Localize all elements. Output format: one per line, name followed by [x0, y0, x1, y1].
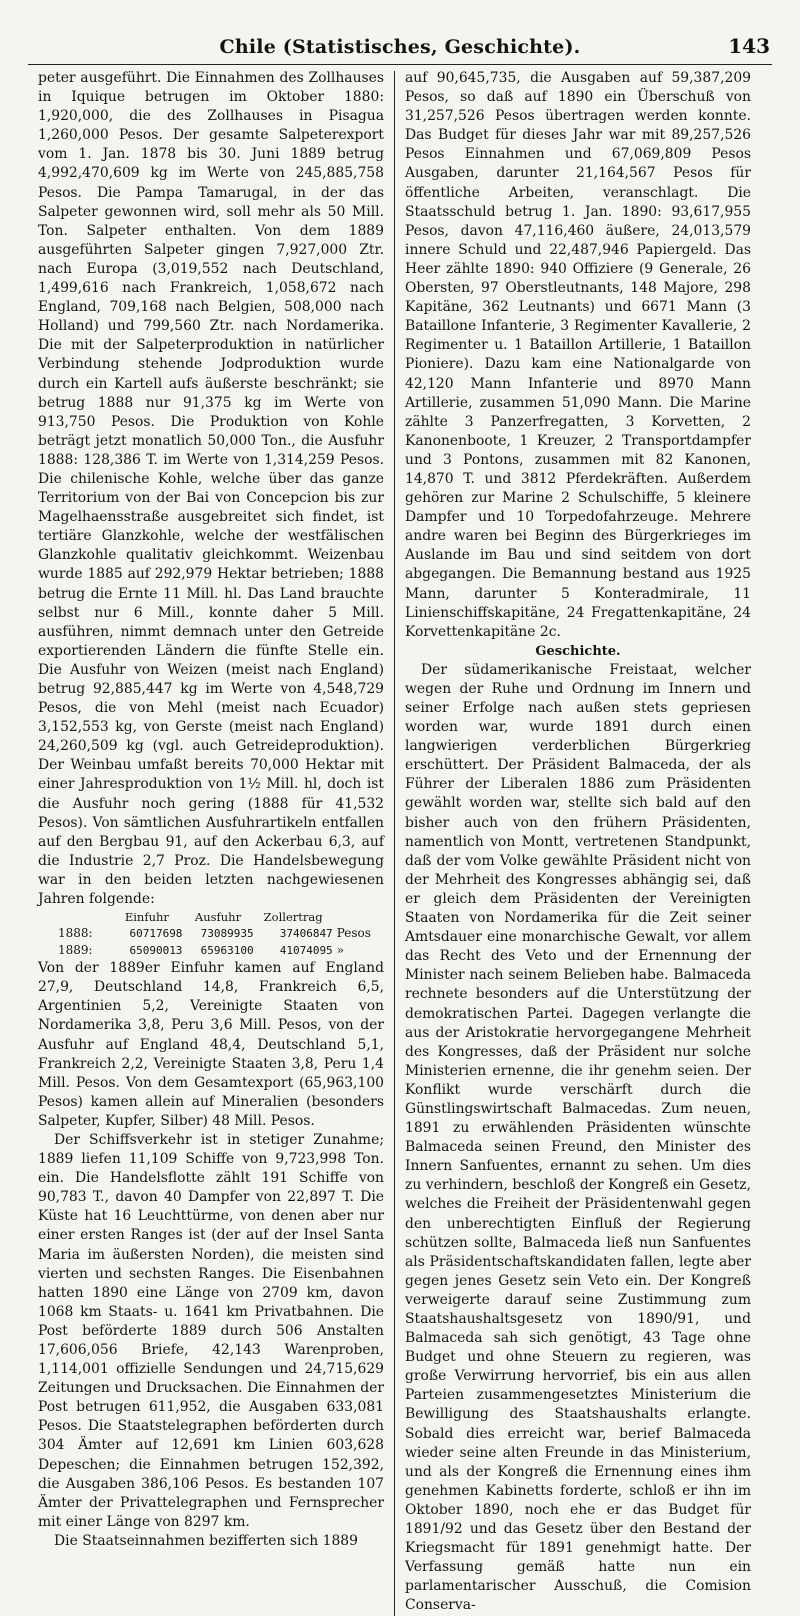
- page-number: 143: [728, 34, 770, 58]
- left-column: [28, 69, 394, 1616]
- right-column: [395, 69, 761, 1616]
- table-corner: [38, 909, 111, 925]
- table-cell-year: 1889:: [58, 943, 93, 958]
- running-head: Chile (Statistisches, Geschichte).: [219, 36, 581, 58]
- table-row: [38, 942, 384, 959]
- section-heading: Geschichte.: [535, 643, 621, 659]
- table-header-zollertrag: Zollertrag: [263, 910, 323, 925]
- table-cell-unit: Pesos: [336, 926, 371, 941]
- table-header-ausfuhr: Ausfuhr: [194, 910, 242, 925]
- table-cell-zollertrag: 41074095: [279, 944, 333, 958]
- table-cell-zollertrag: 37406847: [279, 927, 333, 941]
- paragraph: Von der 1889er Einfuhr kamen auf England 27,9, Deutschland 14,8, Frankreich 6,5, Argentinien 5,2, Vereinigte Staaten von Nordamerika 3,8, Peru 3,6 Mill. Pesos, von der Ausfuhr auf England 48,4, Deutschland 5,1, Frankreich 2,2, Vereinigte Staaten 3,8, Peru 1,4 Mill. Pesos. Von dem Gesamtexport (65,963,100 Pesos) kamen allein auf Mineralien (besonders Salpeter, Kupfer, Silber) 48 Mill. Pesos.: [38, 960, 384, 1129]
- table-cell-ausfuhr: 65963100: [200, 944, 254, 958]
- paragraph: Der südamerikanische Freistaat, welcher wegen der Ruhe und Ordnung im Innern und seiner Erfolge nach außen stets gepriesen worden war, wurde 1891 durch einen langwierigen verderblichen Bürgerkrieg erschüttert. Der Präsident Balmaceda, der als Führer der Liberalen 1886 zum Präsidenten gewählt worden war, stellte sich bald auf den bisher auch von den frühern Präsidenten, namentlich von Montt, vertretenen Standpunkt, daß der vom Volke gewählte Präsident nicht von der Mehrheit des Kongresses abhängig sei, daß er gleich dem Präsidenten der Vereinigten Staaten von Nordamerika für die Zeit seiner Amtsdauer eine monarchische Gewalt, vor allem das Recht des Veto und der Ernennung der Minister nach seinem Belieben habe. Balmaceda rechnete besonders auf die Unterstützung der demokratischen Partei. Dagegen verlangte die aus der Aristokratie hervorgegangene Mehrheit des Kongresses, daß der Präsident nur solche Ministerien ernenne, die ihr genehm seien. Der Konflikt wurde verschärft durch die Günstlingswirtschaft Balmacedas. Zum neuen, 1891 zu erwählenden Präsidenten wünschte Balmaceda seinen Freund, den Minister des Innern Sanfuentes, ernannt zu sehen. Um dies zu verhindern, beschloß der Kongreß ein Gesetz, welches die Freiheit der Präsidentenwahl gegen den unberechtigten Einfluß der Regierung schützen sollte, Balmaceda ließ nun Sanfuentes als Präsidentschaftskandidaten fallen, legte aber gegen jenes Gesetz sein Veto ein. Der Kongreß verweigerte darauf seine Zustimmung zum Staatshaushaltsgesetz von 1890/91, und Balmaceda sah sich genötigt, 43 Tage ohne Budget und ohne Steuern zu regieren, was große Verwirrung hervorrief, bis ein aus allen Parteien zusammengesetztes Ministerium die Bewilligung des Staatshaushalts erlangte. Sobald dies erreicht war, berief Balmaceda wieder seine alten Freunde in das Ministerium, und als der Kongreß die Ernennung eines ihm genehmen Kabinetts forderte, schloß er ihn im Oktober 1890, noch ehe er das Budget für 1891/92 und das Gesetz über den Bestand der Kriegsmacht für 1891 genehmigt hatte. Der Verfassung gemäß hatte nun ein parlamentarischer Ausschuß, die Comision Conserva-: [405, 661, 751, 1614]
- table-cell-unit: »: [336, 943, 345, 958]
- paragraph: Die Staatseinnahmen bezifferten sich 1889: [54, 1532, 358, 1549]
- trade-table: [38, 909, 384, 959]
- paragraph: auf 90,645,735, die Ausgaben auf 59,387,209 Pesos, so daß auf 1890 ein Überschuß von 31,257,526 Pesos übertragen werden konnte. Das Budget für dieses Jahr war mit 89,257,526 Pesos Einnahmen und 67,069,809 Pesos Ausgaben, darunter 21,164,567 Pesos für öffentliche Arbeiten, veranschlagt. Die Staatsschuld betrug 1. Jan. 1890: 93,617,955 Pesos, davon 47,116,460 äußere, 24,013,579 innere Schuld und 22,487,946 Papiergeld. Das Heer zählte 1890: 940 Offiziere (9 Generale, 26 Obersten, 97 Oberstleutnants, 148 Majore, 298 Kapitäne, 362 Leutnants) und 6671 Mann (3 Bataillone Infanterie, 3 Regimenter Kavallerie, 2 Regimenter u. 1 Bataillon Artillerie, 1 Bataillon Pioniere). Dazu kam eine Nationalgarde von 42,120 Mann Infanterie und 8970 Mann Artillerie, zusammen 51,090 Mann. Die Marine zählte 3 Panzerfregatten, 3 Korvetten, 2 Kanonenboote, 1 Kreuzer, 2 Transportdampfer und 3 Pontons, zusammen mit 82 Kanonen, 14,870 T. und 3812 Pferdekräften. Außerdem gehören zur Marine 2 Schulschiffe, 5 kleinere Dampfer und 10 Torpedofahrzeuge. Mehrere andre waren bei Beginn des Bürgerkrieges im Auslande im Bau und sind seitdem von dort abgegangen. Die Bemannung bestand aus 1925 Mann, darunter 5 Konteradmirale, 11 Linienschiffskapitäne, 24 Fregattenkapitäne, 24 Korvettenkapitäne 2c.: [405, 70, 751, 640]
- text-columns: [28, 69, 772, 1616]
- table-cell-year: 1888:: [58, 926, 93, 941]
- table-header-einfuhr: Einfuhr: [124, 910, 169, 925]
- paragraph: Der Schiffsverkehr ist in stetiger Zunahme; 1889 liefen 11,109 Schiffe von 9,723,998 Ton. ein. Die Handelsflotte zählt 191 Schiffe von 90,783 T., davon 40 Dampfer von 22,897 T. Die Küste hat 16 Leuchttürme, von denen aber nur einer ersten Ranges ist (der auf der Insel Santa Maria im äußersten Norden), die meisten sind vierten und sechsten Ranges. Die Eisenbahnen hatten 1890 eine Länge von 2709 km, davon 1068 km Staats- u. 1641 km Privatbahnen. Die Post beförderte 1889 durch 506 Anstalten 17,606,056 Briefe, 42,143 Warenproben, 1,114,001 offizielle Sendungen und 24,715,629 Zeitungen und Drucksachen. Die Einnahmen der Post betrugen 611,952, die Ausgaben 633,081 Pesos. Die Staatstelegraphen beförderten durch 304 Ämter auf 12,691 km Linien 603,628 Depeschen; die Einnahmen betrugen 152,392, die Ausgaben 386,106 Pesos. Es bestanden 107 Ämter der Privattelegraphen und Fernsprecher mit einer Länge von 8297 km.: [38, 1131, 384, 1530]
- table-cell-einfuhr: 60717698: [129, 927, 183, 941]
- table-cell-ausfuhr: 73089935: [200, 927, 254, 941]
- table-cell-einfuhr: 65090013: [129, 944, 183, 958]
- page-header: [28, 30, 772, 65]
- paragraph: peter ausgeführt. Die Einnahmen des Zollhauses in Iquique betrugen im Oktober 1880: 1,920,000, die des Zollhauses in Pisagua 1,260,000 Pesos. Der gesamte Salpeterexport vom 1. Jan. 1878 bis 30. Juni 1889 betrug 4,992,470,609 kg im Werte von 245,885,758 Pesos. Die Pampa Tamarugal, in der das Salpeter gewonnen wird, soll mehr als 50 Mill. Ton. Salpeter enthalten. Von dem 1889 ausgeführten Salpeter gingen 7,927,000 Ztr. nach Europa (3,019,552 nach Deutschland, 1,499,616 nach Frankreich, 1,058,672 nach England, 709,168 nach Belgien, 508,000 nach Holland) und 799,560 Ztr. nach Nordamerika. Die mit der Salpeterproduktion in natürlicher Verbindung stehende Jodproduktion wurde durch ein Kartell aufs äußerste beschränkt; sie betrug 1888 nur 91,375 kg im Werte von 913,750 Pesos. Die Produktion von Kohle beträgt jetzt monatlich 50,000 Ton., die Ausfuhr 1888: 128,386 T. im Werte von 1,314,259 Pesos. Die chilenische Kohle, welche über das ganze Territorium von der Bai von Concepcion bis zur Magelhaensstraße ausgebreitet sich findet, ist tertiäre Glanzkohle, welche der westfälischen Glanzkohle qualitativ gleichkommt. Weizenbau wurde 1885 auf 292,979 Hektar betrieben; 1888 betrug die Ernte 11 Mill. hl. Das Land brauchte selbst nur 6 Mill., konnte daher 5 Mill. ausführen, nimmt demnach unter den Getreide exportierenden Ländern die fünfte Stelle ein. Die Ausfuhr von Weizen (meist nach England) betrug 92,885,447 kg im Werte von 4,548,729 Pesos, die von Mehl (meist nach Ecuador) 3,152,553 kg, von Gerste (meist nach England) 24,260,509 kg (vgl. auch Getreideproduktion). Der Weinbau umfaßt bereits 70,000 Hektar mit einer Jahresproduktion von 1½ Mill. hl, doch ist die Ausfuhr noch gering (1888 für 41,532 Pesos). Von sämtlichen Ausfuhrartikeln entfallen auf den Bergbau 91, auf den Ackerbau 6,3, auf die Industrie 2,7 Proz. Die Handelsbewegung war in den beiden letzten nachgewiesenen Jahren folgende:: [38, 70, 384, 908]
- table-corner: [333, 909, 384, 925]
- table-row: [38, 925, 384, 942]
